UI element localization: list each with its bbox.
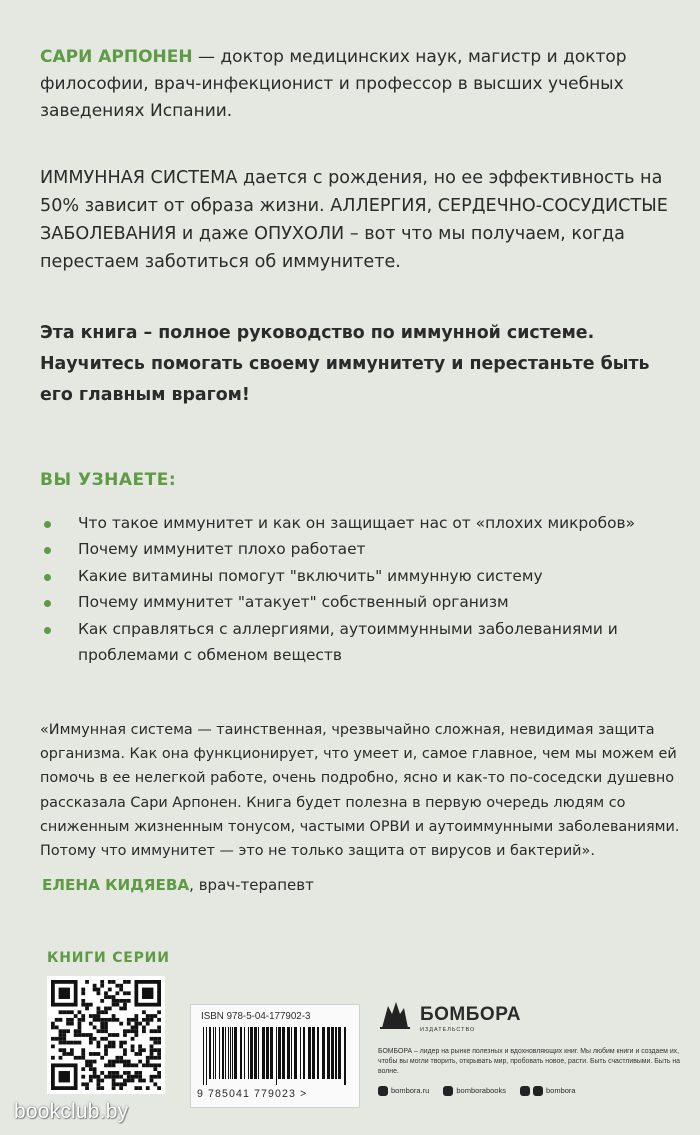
barcode-icon <box>199 1027 349 1085</box>
author-name: САРИ АРПОНЕН <box>40 47 193 67</box>
list-item <box>44 616 684 669</box>
watermark: bookclub.by <box>14 1100 129 1123</box>
youtube-icon <box>520 1086 530 1096</box>
bullet-dot-icon <box>44 627 51 634</box>
learn-heading: ВЫ УЗНАЕТЕ: <box>40 470 177 490</box>
publisher-subtitle: ИЗДАТЕЛЬСТВО <box>420 1027 476 1033</box>
list-item-text: Почему иммунитет "атакует" собственный организм <box>78 593 509 612</box>
publisher-link-books[interactable] <box>443 1086 506 1096</box>
publisher-link-social[interactable] <box>520 1086 576 1096</box>
list-item-text: Что такое иммунитет и как он защищает нас от «плохих микробов» <box>78 514 635 532</box>
isbn-number: ISBN 978-5-04-177902-3 <box>201 1011 311 1022</box>
barcode-digits: 9 785041 779023 > <box>197 1088 308 1100</box>
intro-paragraph: ИММУННАЯ СИСТЕМА дается с рождения, но ее эффективность на 50% зависит от образа жизни. АЛЛЕРГИЯ, СЕРДЕЧНО-СОСУДИСТЫЕ ЗАБОЛЕВАНИЯ и даже ОПУХОЛИ – вот что мы получаем, когда перестаем заботиться об иммунитете. <box>40 168 668 272</box>
learn-list <box>44 510 684 668</box>
bullet-dot-icon <box>44 574 51 581</box>
publisher-logo <box>378 1000 693 1030</box>
call-to-action: Эта книга – полное руководство по иммунной системе. Научитесь помогать своему иммунитету и перестаньте быть его главным врагом! <box>40 323 650 405</box>
review-quote: «Иммунная система — таинственная, чрезвычайно сложная, невидимая защита организма. Как она функционирует, что умеет и, самое главное, чем мы можем ей помочь в ее нелегкой работе, очень подробно, ясно и как-то по-соседски душевно рассказала Сари Арпонен. Книга будет полезна в первую очередь людям со сниженным жизненным тонусом, частыми ОРВИ и аутоиммунными заболеваниями. Потому что иммунитет — это не только защита от вирусов и бактерий». <box>40 722 680 860</box>
author-bio <box>40 44 670 125</box>
quote-author-name: ЕЛЕНА КИДЯЕВА <box>42 876 190 894</box>
publisher-links <box>378 1086 693 1096</box>
qr-code-graphic <box>51 980 161 1090</box>
series-heading: КНИГИ СЕРИИ <box>47 950 170 966</box>
quote-author-role: , врач-терапевт <box>189 876 314 894</box>
publisher-name: БОМБОРА <box>420 1004 521 1025</box>
instagram-icon <box>378 1086 388 1096</box>
list-item-text: Почему иммунитет плохо работает <box>78 540 366 559</box>
publisher-link-site[interactable] <box>378 1086 429 1096</box>
list-item <box>44 510 684 536</box>
social-icon <box>443 1086 453 1096</box>
bullet-dot-icon <box>44 600 51 607</box>
vk-icon <box>533 1086 543 1096</box>
link-text: bombora.ru <box>391 1086 430 1096</box>
bullet-dot-icon <box>44 521 51 528</box>
link-text: bomborabooks <box>456 1086 506 1096</box>
list-item-text: Какие витамины помогут "включить" иммунную систему <box>78 566 543 585</box>
list-item-text: Как справляться с аллергиями, аутоиммунными заболеваниями и проблемами с обменом веществ <box>78 619 618 665</box>
qr-code-icon[interactable] <box>47 976 165 1094</box>
publisher-description: БОМБОРА – лидер на рынке полезных и вдохновляющих книг. Мы любим книги и создаем их, чтобы вы могли творить, открывать мир, пробовать новое, расти. Быть счастливыми. Быть на волне. <box>378 1048 680 1076</box>
bullet-dot-icon <box>44 547 51 554</box>
publisher-block <box>378 1000 693 1096</box>
isbn-barcode <box>190 1004 360 1108</box>
list-item <box>44 563 684 589</box>
list-item <box>44 589 684 615</box>
bombora-logo-icon <box>378 1000 412 1030</box>
quote-author <box>42 876 314 894</box>
list-item <box>44 536 684 562</box>
author-bio-text: — доктор медицинских наук, магистр и доктор философии, врач-инфекционист и профессор в высших учебных заведениях Испании. <box>40 47 627 121</box>
link-text: bombora <box>545 1086 576 1096</box>
